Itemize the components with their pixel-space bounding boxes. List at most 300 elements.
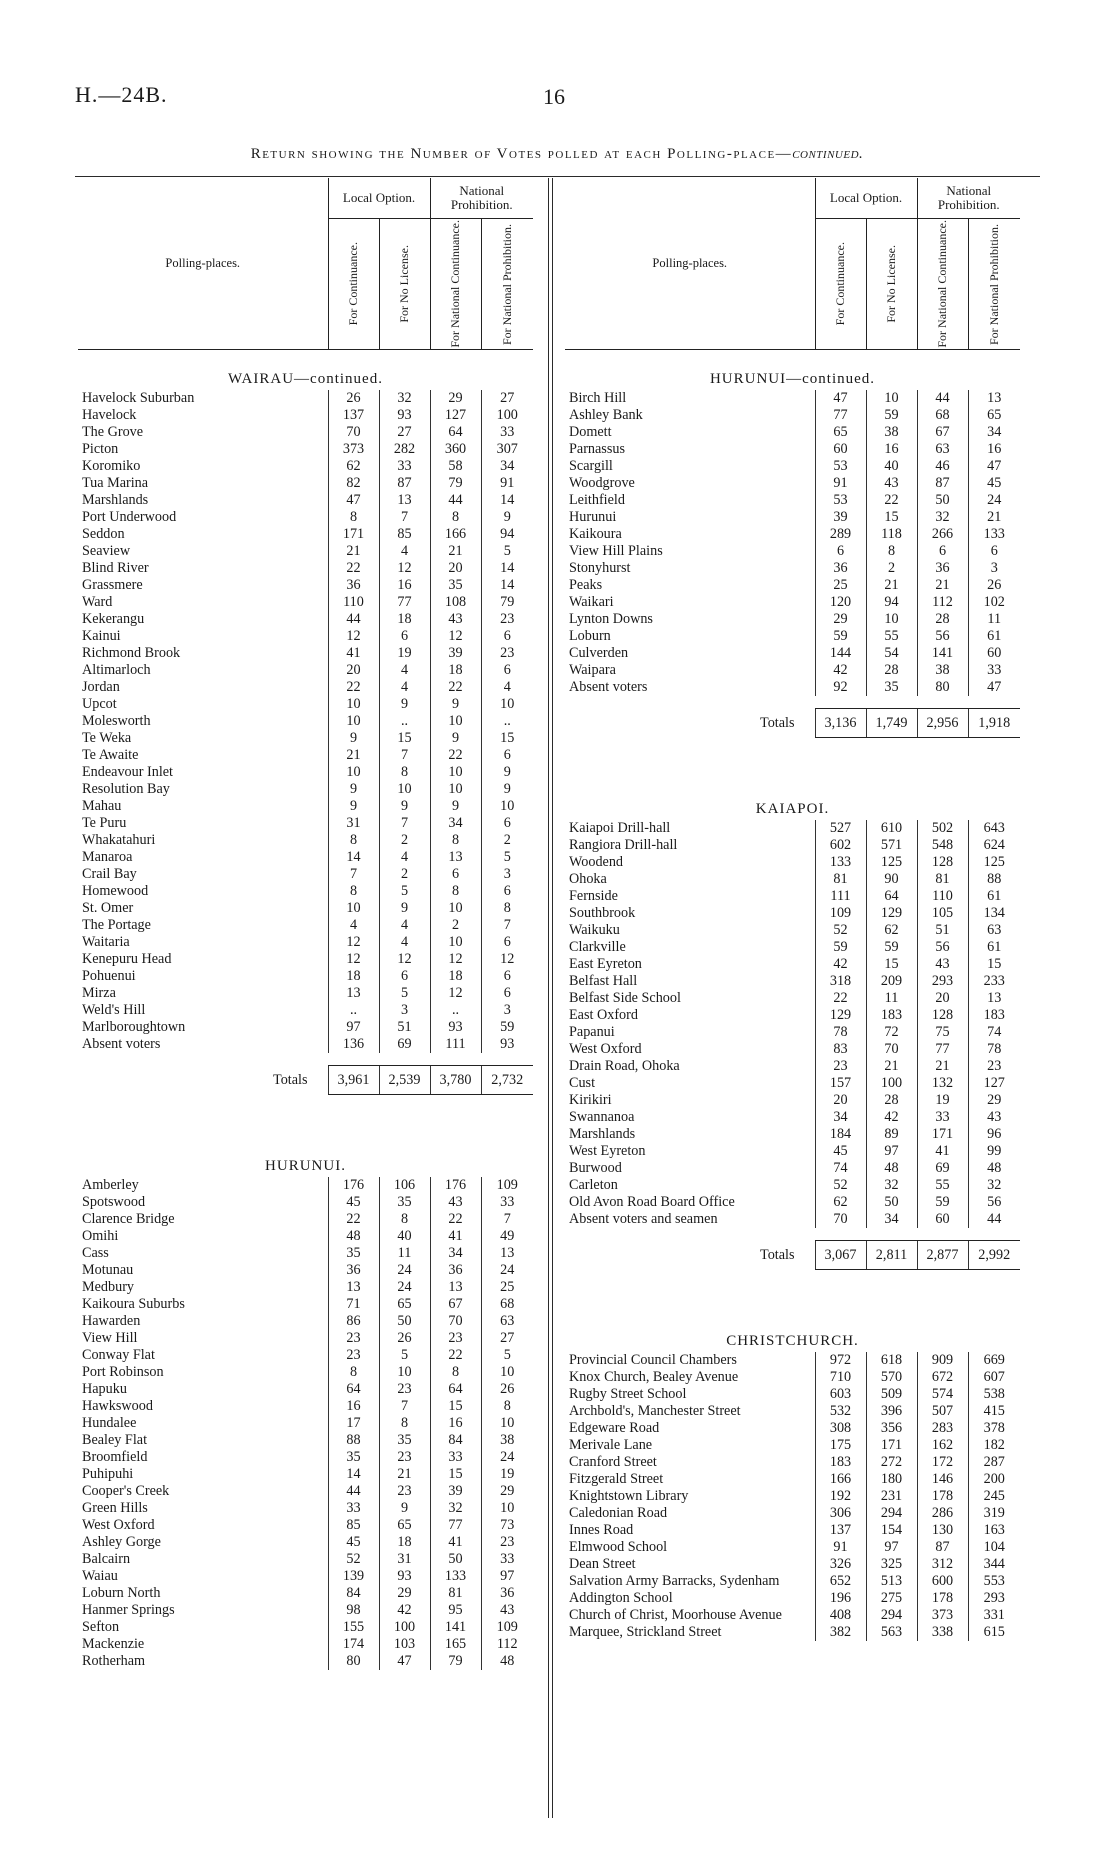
polling-place-name [78, 951, 328, 968]
table-row [78, 1415, 533, 1432]
polling-place-endeavour-inlet: Endeavour Inlet [82, 764, 173, 780]
table-row [78, 1296, 533, 1313]
table-row [78, 1347, 533, 1364]
cell-for-national-prohibition: 378 [968, 1420, 1020, 1437]
table-row [78, 1483, 533, 1500]
polling-place-name [565, 1109, 815, 1126]
polling-place-cass: Cass [82, 1245, 109, 1261]
polling-place-puhipuhi: Puhipuhi [82, 1466, 134, 1482]
polling-place-picton: Picton [82, 441, 119, 457]
cell-for-continuance: 408 [815, 1607, 866, 1624]
table-row [565, 577, 1020, 594]
polling-place-molesworth: Molesworth [82, 713, 151, 729]
cell-for-national-prohibition: 10 [481, 696, 533, 713]
polling-place-name [78, 1330, 328, 1347]
cell-for-national-prohibition: 10 [481, 1500, 533, 1517]
total-for-no-license: 1,749 [866, 709, 917, 738]
cell-for-national-prohibition: 48 [481, 1653, 533, 1670]
table-row [565, 1437, 1020, 1454]
cell-for-continuance: 47 [328, 492, 379, 509]
cell-for-continuance: 78 [815, 1024, 866, 1041]
polling-place-name [78, 1653, 328, 1670]
cell-for-national-continuance: 22 [430, 679, 481, 696]
polling-place-woodend: Woodend [569, 854, 624, 870]
polling-place-name [78, 1381, 328, 1398]
cell-for-no-license: 5 [379, 985, 430, 1002]
cell-for-continuance: 52 [815, 1177, 866, 1194]
cell-for-continuance: 21 [328, 543, 379, 560]
table-row [78, 1245, 533, 1262]
table-row [565, 407, 1020, 424]
polling-place-name [78, 1636, 328, 1653]
total-for-national-prohibition: 2,732 [481, 1066, 533, 1095]
polling-place-cooper-s-creek: Cooper's Creek [82, 1483, 170, 1499]
cell-for-no-license: 87 [379, 475, 430, 492]
polling-place-port-robinson: Port Robinson [82, 1364, 164, 1380]
cell-for-no-license: 15 [866, 509, 917, 526]
cell-for-no-license: 64 [866, 888, 917, 905]
cell-for-national-prohibition: 61 [968, 628, 1020, 645]
polling-place-name [78, 424, 328, 441]
cell-for-national-continuance: 165 [430, 1636, 481, 1653]
polling-place-name [565, 1369, 815, 1386]
totals-label: Totals [760, 715, 795, 731]
cell-for-national-continuance: 9 [430, 696, 481, 713]
cell-for-continuance: 166 [815, 1471, 866, 1488]
table-row [78, 747, 533, 764]
table-row [565, 905, 1020, 922]
polling-place-name [565, 1024, 815, 1041]
cell-for-national-continuance: 44 [917, 390, 968, 407]
cell-for-continuance: 4 [328, 917, 379, 934]
cell-for-national-continuance: 64 [430, 1381, 481, 1398]
cell-for-national-continuance: 162 [917, 1437, 968, 1454]
table-row [78, 441, 533, 458]
polling-place-culverden: Culverden [569, 645, 629, 661]
table-row [565, 390, 1020, 407]
polling-place-name [565, 1143, 815, 1160]
polling-place-name [565, 1126, 815, 1143]
polling-place-absent-voters: Absent voters [82, 1036, 161, 1052]
cell-for-no-license: 26 [379, 1330, 430, 1347]
polling-place-name [565, 424, 815, 441]
cell-for-national-continuance: 43 [430, 611, 481, 628]
polling-place-name [78, 1568, 328, 1585]
polling-place-name [78, 1602, 328, 1619]
cell-for-national-continuance: 43 [430, 1194, 481, 1211]
cell-for-national-continuance: 33 [430, 1449, 481, 1466]
polling-place-name [78, 492, 328, 509]
table-row [565, 543, 1020, 560]
polling-place-church-of-christ-moorhouse-avenue: Church of Christ, Moorhouse Avenue [569, 1607, 782, 1623]
polling-place-whakatahuri: Whakatahuri [82, 832, 156, 848]
section-spacer [565, 1270, 1020, 1331]
cell-for-national-prohibition: 6 [968, 543, 1020, 560]
polling-place-absent-voters-and-seamen: Absent voters and seamen [569, 1211, 718, 1227]
cell-for-continuance: 527 [815, 820, 866, 837]
cell-for-continuance: 84 [328, 1585, 379, 1602]
cell-for-no-license: 11 [379, 1245, 430, 1262]
table-row [78, 713, 533, 730]
cell-for-no-license: 396 [866, 1403, 917, 1420]
cell-for-no-license: 50 [379, 1313, 430, 1330]
polling-place-name [565, 1437, 815, 1454]
cell-for-continuance: 289 [815, 526, 866, 543]
polling-place-name [565, 871, 815, 888]
polling-place-name [78, 1551, 328, 1568]
polling-place-name [78, 407, 328, 424]
totals-row [565, 1241, 1020, 1270]
polling-place-name [565, 1488, 815, 1505]
polling-place-name [565, 1420, 815, 1437]
header-polling-places: Polling-places. [565, 178, 815, 350]
cell-for-national-prohibition: 245 [968, 1488, 1020, 1505]
polling-place-leithfield: Leithfield [569, 492, 625, 508]
cell-for-no-license: 4 [379, 917, 430, 934]
table-row [78, 968, 533, 985]
cell-for-no-license: 19 [379, 645, 430, 662]
cell-for-no-license: 9 [379, 798, 430, 815]
polling-place-addington-school: Addington School [569, 1590, 673, 1606]
polling-place-scargill: Scargill [569, 458, 613, 474]
cell-for-continuance: 70 [815, 1211, 866, 1228]
cell-for-no-license: 8 [866, 543, 917, 560]
cell-for-no-license: 294 [866, 1505, 917, 1522]
cell-for-national-prohibition: 133 [968, 526, 1020, 543]
cell-for-no-license: 125 [866, 854, 917, 871]
cell-for-national-continuance: 9 [430, 730, 481, 747]
cell-for-continuance: 318 [815, 973, 866, 990]
polling-place-blind-river: Blind River [82, 560, 149, 576]
table-row [78, 1585, 533, 1602]
cell-for-national-continuance: 79 [430, 475, 481, 492]
polling-place-name [565, 1211, 815, 1228]
cell-for-national-prohibition: 49 [481, 1228, 533, 1245]
cell-for-national-continuance: 502 [917, 820, 968, 837]
polling-place-name [78, 1002, 328, 1019]
cell-for-national-continuance: 360 [430, 441, 481, 458]
cell-for-national-continuance: 59 [917, 1194, 968, 1211]
cell-for-continuance: 35 [328, 1245, 379, 1262]
cell-for-no-license: 50 [866, 1194, 917, 1211]
polling-place-port-underwood: Port Underwood [82, 509, 177, 525]
cell-for-no-license: 10 [379, 1364, 430, 1381]
left-column [78, 178, 533, 1670]
table-row [565, 1471, 1020, 1488]
cell-for-no-license: 40 [379, 1228, 430, 1245]
cell-for-no-license: 7 [379, 747, 430, 764]
cell-for-no-license: 47 [379, 1653, 430, 1670]
cell-for-national-continuance: 41 [917, 1143, 968, 1160]
table-row [78, 917, 533, 934]
polling-place-pohuenui: Pohuenui [82, 968, 136, 984]
polling-place-marshlands: Marshlands [82, 492, 149, 508]
spacer-cell [78, 1095, 533, 1156]
polling-place-grassmere: Grassmere [82, 577, 143, 593]
polling-place-name [565, 679, 815, 696]
cell-for-no-license: 21 [866, 1058, 917, 1075]
polling-place-name [78, 475, 328, 492]
cell-for-national-continuance: 6 [917, 543, 968, 560]
table-row [565, 1386, 1020, 1403]
polling-place-ward: Ward [82, 594, 113, 610]
cell-for-no-license: 59 [866, 407, 917, 424]
polling-place-name [78, 1619, 328, 1636]
cell-for-continuance: 47 [815, 390, 866, 407]
polling-place-st-omer: St. Omer [82, 900, 134, 916]
cell-for-national-continuance: 79 [430, 1653, 481, 1670]
cell-for-national-prohibition: 6 [481, 985, 533, 1002]
totals-spacer [565, 696, 1020, 709]
polling-place-seddon: Seddon [82, 526, 125, 542]
cell-for-national-continuance: 36 [430, 1262, 481, 1279]
cell-for-continuance: 120 [815, 594, 866, 611]
polling-place-papanui: Papanui [569, 1024, 615, 1040]
polling-place-green-hills: Green Hills [82, 1500, 148, 1516]
polling-place-name [78, 1279, 328, 1296]
table-row [78, 645, 533, 662]
polling-place-te-puru: Te Puru [82, 815, 127, 831]
cell-for-no-license: 77 [379, 594, 430, 611]
cell-for-continuance: 45 [328, 1534, 379, 1551]
polling-place-swannanoa: Swannanoa [569, 1109, 635, 1125]
cell-for-national-continuance: 105 [917, 905, 968, 922]
cell-for-national-continuance: 50 [430, 1551, 481, 1568]
cell-for-national-continuance: 166 [430, 526, 481, 543]
polling-place-name [78, 1262, 328, 1279]
cell-for-continuance: 652 [815, 1573, 866, 1590]
table-row [78, 424, 533, 441]
polling-place-name [565, 441, 815, 458]
cell-for-no-license: 94 [866, 594, 917, 611]
cell-for-no-license: 13 [379, 492, 430, 509]
polling-place-name [78, 577, 328, 594]
cell-for-no-license: 15 [866, 956, 917, 973]
cell-for-national-prohibition: 63 [968, 922, 1020, 939]
cell-for-no-license: 2 [379, 866, 430, 883]
cell-for-no-license: 12 [379, 560, 430, 577]
cell-for-continuance: 77 [815, 407, 866, 424]
polling-place-rotherham: Rotherham [82, 1653, 146, 1669]
cell-for-continuance: 26 [328, 390, 379, 407]
cell-for-no-license: 22 [866, 492, 917, 509]
table-row [78, 883, 533, 900]
table-row [565, 990, 1020, 1007]
cell-for-national-prohibition: 307 [481, 441, 533, 458]
cell-for-continuance: 9 [328, 730, 379, 747]
cell-for-national-prohibition: 63 [481, 1313, 533, 1330]
cell-for-continuance: 52 [328, 1551, 379, 1568]
cell-for-national-prohibition: 33 [481, 1194, 533, 1211]
cell-for-no-license: 5 [379, 1347, 430, 1364]
polling-place-name [565, 1177, 815, 1194]
table-row [565, 662, 1020, 679]
cell-for-no-license: 21 [866, 577, 917, 594]
cell-for-no-license: 2 [379, 832, 430, 849]
cell-for-national-prohibition: 33 [481, 1551, 533, 1568]
polling-place-hawarden: Hawarden [82, 1313, 141, 1329]
polling-place-amberley: Amberley [82, 1177, 139, 1193]
cell-for-national-prohibition: 643 [968, 820, 1020, 837]
cell-for-continuance: 110 [328, 594, 379, 611]
cell-for-continuance: 139 [328, 1568, 379, 1585]
polling-place-lynton-downs: Lynton Downs [569, 611, 653, 627]
polling-place-clarkville: Clarkville [569, 939, 626, 955]
cell-for-no-license: 23 [379, 1381, 430, 1398]
cell-for-national-continuance: 127 [430, 407, 481, 424]
table-row [78, 730, 533, 747]
total-for-continuance: 3,136 [815, 709, 866, 738]
cell-for-continuance: 192 [815, 1488, 866, 1505]
cell-for-national-prohibition: 19 [481, 1466, 533, 1483]
cell-for-continuance: .. [328, 1002, 379, 1019]
polling-place-archbold-s-manchester-street: Archbold's, Manchester Street [569, 1403, 741, 1419]
polling-place-name [78, 985, 328, 1002]
polling-place-motunau: Motunau [82, 1262, 134, 1278]
cell-for-national-continuance: 44 [430, 492, 481, 509]
total-for-continuance: 3,961 [328, 1066, 379, 1095]
table-row [78, 611, 533, 628]
cell-for-no-license: 2 [866, 560, 917, 577]
polling-place-name [565, 577, 815, 594]
polling-place-name [78, 713, 328, 730]
cell-for-continuance: 91 [815, 475, 866, 492]
cell-for-national-prohibition: 61 [968, 939, 1020, 956]
polling-place-name [78, 1364, 328, 1381]
cell-for-continuance: 22 [815, 990, 866, 1007]
table-row [565, 475, 1020, 492]
polling-place-name [78, 866, 328, 883]
polling-place-name [78, 1019, 328, 1036]
polling-place-kenepuru-head: Kenepuru Head [82, 951, 172, 967]
polling-place-name [565, 628, 815, 645]
cell-for-national-prohibition: 100 [481, 407, 533, 424]
polling-place-name [78, 934, 328, 951]
table-row [78, 1466, 533, 1483]
table-row [565, 645, 1020, 662]
cell-for-national-continuance: 141 [430, 1619, 481, 1636]
left-results-table [78, 178, 533, 1670]
cell-for-no-license: 282 [379, 441, 430, 458]
cell-for-national-continuance: 77 [430, 1517, 481, 1534]
table-row [78, 390, 533, 407]
polling-place-east-eyreton: East Eyreton [569, 956, 642, 972]
cell-for-no-license: 103 [379, 1636, 430, 1653]
table-row [78, 934, 533, 951]
polling-place-mirza: Mirza [82, 985, 116, 1001]
polling-place-west-oxford: West Oxford [82, 1517, 155, 1533]
total-for-no-license: 2,811 [866, 1241, 917, 1270]
cell-for-national-prohibition: 109 [481, 1177, 533, 1194]
table-row [565, 1556, 1020, 1573]
cell-for-national-continuance: 15 [430, 1398, 481, 1415]
table-row [78, 1262, 533, 1279]
cell-for-national-prohibition: 6 [481, 968, 533, 985]
cell-for-continuance: 41 [328, 645, 379, 662]
cell-for-national-prohibition: 12 [481, 951, 533, 968]
cell-for-national-prohibition: 23 [481, 1534, 533, 1551]
cell-for-no-license: 356 [866, 1420, 917, 1437]
cell-for-no-license: 509 [866, 1386, 917, 1403]
polling-place-waikuku: Waikuku [569, 922, 620, 938]
cell-for-continuance: 8 [328, 883, 379, 900]
polling-place-name [78, 1415, 328, 1432]
cell-for-no-license: 93 [379, 407, 430, 424]
cell-for-continuance: 60 [815, 441, 866, 458]
table-row [565, 1092, 1020, 1109]
table-row [565, 854, 1020, 871]
polling-place-balcairn: Balcairn [82, 1551, 131, 1567]
cell-for-continuance: 129 [815, 1007, 866, 1024]
cell-for-national-prohibition: 10 [481, 1364, 533, 1381]
cell-for-national-continuance: 128 [917, 854, 968, 871]
cell-for-national-continuance: 132 [917, 1075, 968, 1092]
cell-for-national-continuance: 34 [430, 1245, 481, 1262]
cell-for-national-continuance: 43 [917, 956, 968, 973]
table-row [78, 1432, 533, 1449]
cell-for-national-continuance: 130 [917, 1522, 968, 1539]
polling-place-name [565, 1556, 815, 1573]
cell-for-no-license: 54 [866, 645, 917, 662]
table-row [565, 1211, 1020, 1228]
cell-for-no-license: 34 [866, 1211, 917, 1228]
polling-place-innes-road: Innes Road [569, 1522, 634, 1538]
polling-place-birch-hill: Birch Hill [569, 390, 627, 406]
header-for-continuance: For Continuance. [328, 219, 379, 350]
header-for-no-license: For No License. [379, 219, 430, 350]
table-row [78, 1228, 533, 1245]
cell-for-national-prohibition: 287 [968, 1454, 1020, 1471]
section-heading [565, 1330, 1020, 1352]
cell-for-national-continuance: 68 [917, 407, 968, 424]
cell-for-no-license: 72 [866, 1024, 917, 1041]
cell-for-national-prohibition: 319 [968, 1505, 1020, 1522]
table-row [78, 815, 533, 832]
cell-for-continuance: 12 [328, 934, 379, 951]
cell-for-continuance: 9 [328, 798, 379, 815]
polling-place-name [78, 509, 328, 526]
cell-for-no-license: 209 [866, 973, 917, 990]
polling-place-kekerangu: Kekerangu [82, 611, 145, 627]
polling-place-koromiko: Koromiko [82, 458, 141, 474]
cell-for-no-license: 6 [379, 628, 430, 645]
polling-place-name [565, 1573, 815, 1590]
cell-for-no-license: 69 [379, 1036, 430, 1053]
polling-place-name [78, 458, 328, 475]
cell-for-national-prohibition: 24 [968, 492, 1020, 509]
cell-for-national-continuance: 178 [917, 1488, 968, 1505]
cell-for-national-prohibition: 44 [968, 1211, 1020, 1228]
cell-for-continuance: 109 [815, 905, 866, 922]
cell-for-national-prohibition: 13 [481, 1245, 533, 1262]
cell-for-no-license: 23 [379, 1483, 430, 1500]
table-row [565, 973, 1020, 990]
section-heading [565, 368, 1020, 390]
section-spacer [565, 350, 1020, 369]
table-row [78, 407, 533, 424]
cell-for-continuance: 52 [815, 922, 866, 939]
cell-for-no-license: 10 [379, 781, 430, 798]
table-row [565, 509, 1020, 526]
polling-place-name [565, 1539, 815, 1556]
polling-place-name [78, 1296, 328, 1313]
cell-for-continuance: 81 [815, 871, 866, 888]
cell-for-continuance: 137 [815, 1522, 866, 1539]
cell-for-continuance: 326 [815, 1556, 866, 1573]
polling-place-name [78, 1211, 328, 1228]
cell-for-continuance: 48 [328, 1228, 379, 1245]
cell-for-national-continuance: 574 [917, 1386, 968, 1403]
